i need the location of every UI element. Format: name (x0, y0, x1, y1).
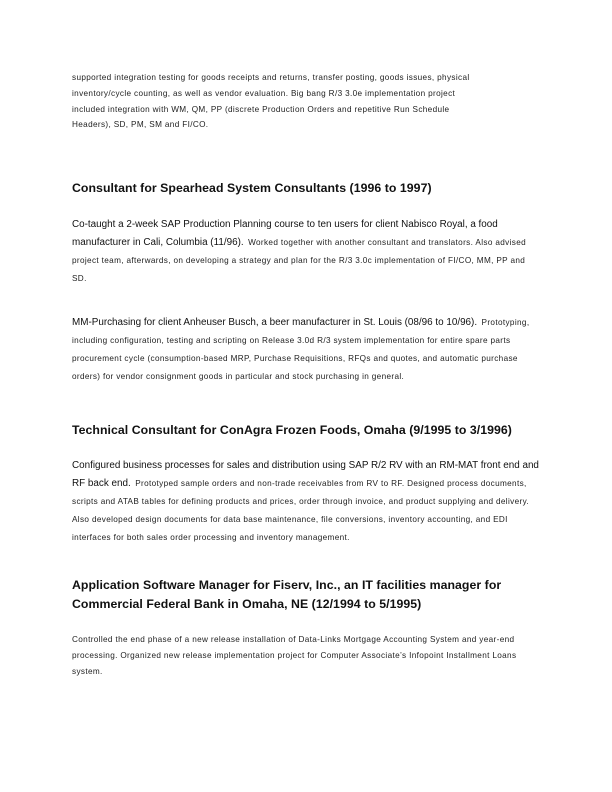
resume-content (72, 70, 542, 680)
intro-line: Headers), SD, PM, SM and FI/CO. (72, 120, 209, 130)
paragraph-lead: Co-taught a 2-week SAP Production Planning course to ten users for client Nabisco Royal, a food manufacturer in Cali, Columbia (11/96). (72, 219, 498, 249)
intro-line: included integration with WM, QM, PP (discrete Production Orders and repetitive Run Schedule (72, 104, 450, 114)
paragraph-body: Worked together with another consultant and translators. Also advised project team, afterwards, on developing a strategy and plan for the R/3 3.0c implementation of FI/CO, MM, PP and SD. (72, 238, 527, 284)
paragraph-body: Prototyped sample orders and non-trade receivables from RV to RF. Designed process documents, scripts and ATAB tables for defining products and prices, order through invoice, and product supplying and delivery. Also developed design documents for data base maintenance, file conversions, inventory accounting, and EDI interfaces for both sales order processing and inventory management. (72, 479, 530, 543)
paragraph-body: Prototyping, including configuration, testing and scripting on Release 3.0d R/3 system implementation for entire spare parts procurement cycle (consumption-based MRP, Purchase Requisitions, RFQs and quotes, and automatic purchase orders) for vendor consignment goods in particular and stock purchasing in general. (72, 318, 530, 382)
job-title-spearhead: Consultant for Spearhead System Consultants (1996 to 1997) (72, 181, 432, 196)
job-title-fiserv: Application Software Manager for Fiserv, Inc., an IT facilities manager for Commercial Federal Bank in Omaha, NE (12/1994 to 5/1995) (72, 578, 502, 612)
intro-line: inventory/cycle counting, as well as vendor evaluation. Big bang R/3 3.0e implementation project (72, 88, 456, 98)
paragraph-lead: Configured business processes for sales and distribution using SAP R/2 RV with an RM-MAT front end and RF back end. (72, 460, 539, 490)
paragraph-lead: MM-Purchasing for client Anheuser Busch, a beer manufacturer in St. Louis (08/96 to 10/96). (72, 317, 478, 329)
job-paragraph-conagra (72, 456, 542, 546)
job-title-conagra: Technical Consultant for ConAgra Frozen Foods, Omaha (9/1995 to 3/1996) (72, 423, 512, 438)
job-paragraph-nabisco (72, 215, 542, 287)
intro-paragraph (72, 70, 542, 133)
job-paragraph-fiserv: Controlled the end phase of a new release installation of Data-Links Mortgage Accounting System and year-end processing. Organized new release implementation project for Computer Associate’s Infopoint Installment Loans system. (72, 635, 517, 677)
intro-line: supported integration testing for goods receipts and returns, transfer posting, goods issues, physical (72, 73, 470, 82)
job-paragraph-anheuser (72, 313, 542, 385)
